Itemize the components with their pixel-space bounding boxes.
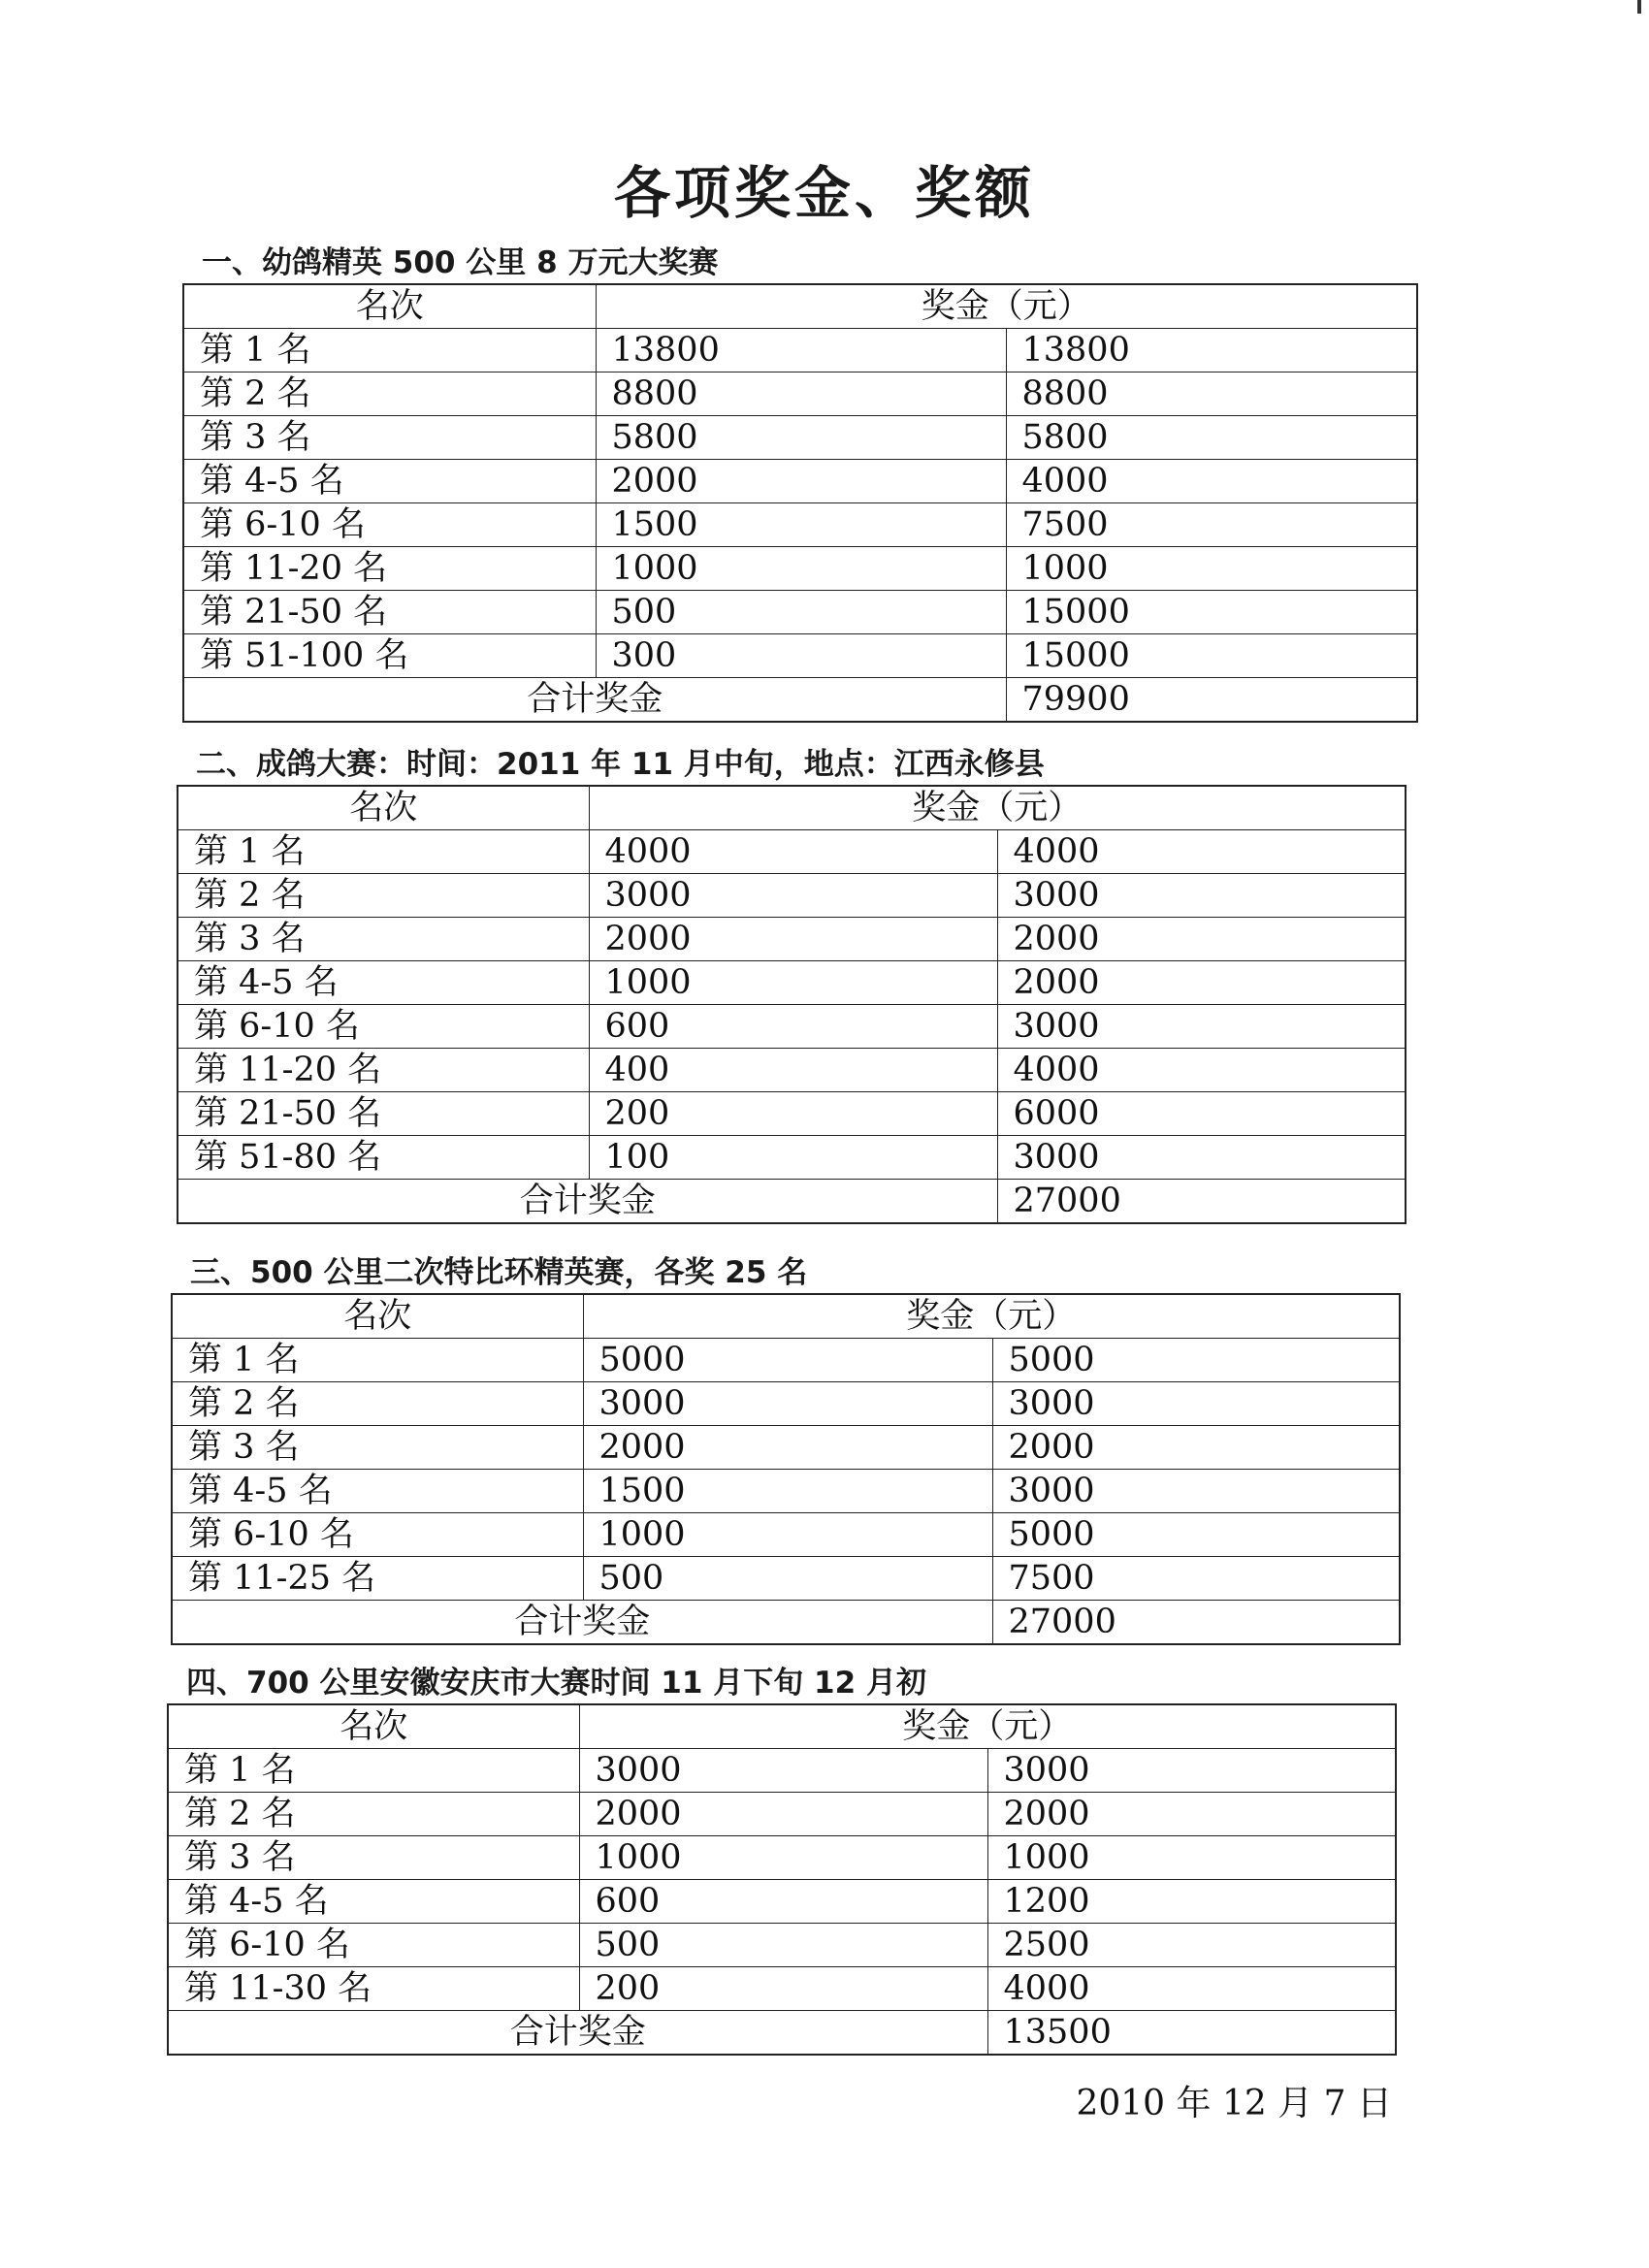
subtotal-prize-cell: 4000: [997, 1049, 1406, 1092]
section-heading: 四、700 公里安徽安庆市大赛时间 11 月下旬 12 月初: [186, 1666, 926, 1701]
prize-table: [182, 283, 1418, 723]
table-row: [168, 1967, 1396, 2011]
table-row: [178, 874, 1406, 918]
subtotal-prize-cell: 5000: [992, 1513, 1400, 1557]
subtotal-prize-cell: 3000: [987, 1749, 1396, 1793]
table-row: [178, 961, 1406, 1005]
table-row: [168, 1793, 1396, 1836]
rank-cell: 第 4-5 名: [178, 961, 589, 1005]
section-heading: 三、500 公里二次特比环精英赛，各奖 25 名: [190, 1255, 808, 1290]
subtotal-prize-cell: 5800: [1006, 416, 1417, 460]
table-row: [178, 1005, 1406, 1049]
unit-prize-cell: 3000: [583, 1382, 992, 1426]
subtotal-prize-cell: 3000: [992, 1470, 1400, 1513]
rank-cell: 第 2 名: [172, 1382, 583, 1426]
subtotal-prize-cell: 4000: [1006, 460, 1417, 503]
prize-section-1: [182, 243, 1416, 723]
unit-prize-cell: 300: [596, 634, 1006, 678]
unit-prize-cell: 4000: [589, 830, 997, 874]
unit-prize-cell: 2000: [579, 1793, 987, 1836]
table-row: [172, 1426, 1400, 1470]
column-header-prize: 奖金（元）: [579, 1704, 1396, 1749]
rank-cell: 第 3 名: [172, 1426, 583, 1470]
total-row: [183, 678, 1417, 723]
rank-cell: 第 3 名: [168, 1836, 579, 1880]
table-row: [183, 460, 1417, 503]
table-row: [168, 1924, 1396, 1967]
column-header-prize: 奖金（元）: [596, 284, 1417, 329]
column-header-rank: 名次: [168, 1704, 579, 1749]
subtotal-prize-cell: 7500: [1006, 503, 1417, 547]
rank-cell: 第 4-5 名: [183, 460, 596, 503]
table-row: [172, 1557, 1400, 1601]
unit-prize-cell: 2000: [589, 918, 997, 961]
subtotal-prize-cell: 3000: [992, 1382, 1400, 1426]
scan-edge-mark: [1637, 0, 1641, 14]
unit-prize-cell: 100: [589, 1136, 997, 1180]
subtotal-prize-cell: 2000: [987, 1793, 1396, 1836]
column-header-rank: 名次: [178, 786, 589, 830]
column-header-rank: 名次: [183, 284, 596, 329]
unit-prize-cell: 5800: [596, 416, 1006, 460]
prize-section-3: [171, 1252, 1399, 1645]
table-row: [183, 547, 1417, 591]
unit-prize-cell: 8800: [596, 373, 1006, 416]
rank-cell: 第 3 名: [178, 918, 589, 961]
rank-cell: 第 4-5 名: [172, 1470, 583, 1513]
subtotal-prize-cell: 5000: [992, 1339, 1400, 1382]
rank-cell: 第 2 名: [178, 874, 589, 918]
rank-cell: 第 2 名: [168, 1793, 579, 1836]
page-title: 各项奖金、奖额: [613, 160, 1035, 226]
table-row: [183, 591, 1417, 634]
subtotal-prize-cell: 13800: [1006, 329, 1417, 373]
table-row: [183, 416, 1417, 460]
subtotal-prize-cell: 15000: [1006, 591, 1417, 634]
rank-cell: 第 21-50 名: [183, 591, 596, 634]
unit-prize-cell: 600: [589, 1005, 997, 1049]
unit-prize-cell: 3000: [589, 874, 997, 918]
rank-cell: 第 21-50 名: [178, 1092, 589, 1136]
table-row: [168, 1880, 1396, 1924]
prize-table: [177, 785, 1406, 1224]
rank-cell: 第 4-5 名: [168, 1880, 579, 1924]
table-header-row: [172, 1294, 1400, 1339]
rank-cell: 第 11-25 名: [172, 1557, 583, 1601]
document-date: 2010 年 12 月 7 日: [1076, 2084, 1392, 2123]
table-row: [172, 1470, 1400, 1513]
total-label: 合计奖金: [172, 1601, 992, 1645]
column-header-prize: 奖金（元）: [583, 1294, 1400, 1339]
section-heading: 二、成鸽大赛：时间：2011 年 11 月中旬，地点：江西永修县: [196, 747, 1045, 782]
table-row: [178, 1049, 1406, 1092]
table-row: [168, 1749, 1396, 1793]
table-row: [178, 1092, 1406, 1136]
rank-cell: 第 3 名: [183, 416, 596, 460]
rank-cell: 第 1 名: [183, 329, 596, 373]
section-heading: 一、幼鸽精英 500 公里 8 万元大奖赛: [202, 245, 719, 280]
rank-cell: 第 6-10 名: [183, 503, 596, 547]
subtotal-prize-cell: 4000: [997, 830, 1406, 874]
table-row: [183, 329, 1417, 373]
subtotal-prize-cell: 2000: [997, 961, 1406, 1005]
unit-prize-cell: 1000: [579, 1836, 987, 1880]
unit-prize-cell: 3000: [579, 1749, 987, 1793]
table-row: [172, 1339, 1400, 1382]
subtotal-prize-cell: 3000: [997, 1136, 1406, 1180]
rank-cell: 第 1 名: [178, 830, 589, 874]
total-row: [178, 1180, 1406, 1224]
subtotal-prize-cell: 1000: [987, 1836, 1396, 1880]
unit-prize-cell: 200: [579, 1967, 987, 2011]
subtotal-prize-cell: 2000: [992, 1426, 1400, 1470]
unit-prize-cell: 1000: [583, 1513, 992, 1557]
rank-cell: 第 51-100 名: [183, 634, 596, 678]
total-label: 合计奖金: [183, 678, 1006, 723]
total-value: 27000: [997, 1180, 1406, 1224]
rank-cell: 第 6-10 名: [178, 1005, 589, 1049]
total-value: 27000: [992, 1601, 1400, 1645]
table-row: [183, 634, 1417, 678]
unit-prize-cell: 2000: [596, 460, 1006, 503]
total-label: 合计奖金: [168, 2011, 987, 2056]
unit-prize-cell: 13800: [596, 329, 1006, 373]
rank-cell: 第 1 名: [172, 1339, 583, 1382]
table-row: [183, 373, 1417, 416]
subtotal-prize-cell: 8800: [1006, 373, 1417, 416]
subtotal-prize-cell: 1200: [987, 1880, 1396, 1924]
subtotal-prize-cell: 2500: [987, 1924, 1396, 1967]
prize-section-4: [167, 1663, 1395, 2056]
column-header-prize: 奖金（元）: [589, 786, 1406, 830]
rank-cell: 第 11-20 名: [178, 1049, 589, 1092]
unit-prize-cell: 500: [596, 591, 1006, 634]
subtotal-prize-cell: 15000: [1006, 634, 1417, 678]
unit-prize-cell: 2000: [583, 1426, 992, 1470]
table-header-row: [178, 786, 1406, 830]
table-row: [183, 503, 1417, 547]
table-row: [172, 1382, 1400, 1426]
subtotal-prize-cell: 1000: [1006, 547, 1417, 591]
subtotal-prize-cell: 3000: [997, 1005, 1406, 1049]
total-value: 13500: [987, 2011, 1396, 2056]
unit-prize-cell: 400: [589, 1049, 997, 1092]
subtotal-prize-cell: 7500: [992, 1557, 1400, 1601]
table-row: [172, 1513, 1400, 1557]
prize-table: [171, 1293, 1401, 1645]
unit-prize-cell: 1000: [589, 961, 997, 1005]
table-header-row: [168, 1704, 1396, 1749]
rank-cell: 第 11-30 名: [168, 1967, 579, 2011]
unit-prize-cell: 600: [579, 1880, 987, 1924]
unit-prize-cell: 1000: [596, 547, 1006, 591]
table-row: [178, 830, 1406, 874]
rank-cell: 第 6-10 名: [168, 1924, 579, 1967]
unit-prize-cell: 5000: [583, 1339, 992, 1382]
subtotal-prize-cell: 3000: [997, 874, 1406, 918]
total-row: [172, 1601, 1400, 1645]
prize-section-2: [177, 744, 1405, 1224]
unit-prize-cell: 500: [579, 1924, 987, 1967]
column-header-rank: 名次: [172, 1294, 583, 1339]
unit-prize-cell: 200: [589, 1092, 997, 1136]
rank-cell: 第 51-80 名: [178, 1136, 589, 1180]
unit-prize-cell: 1500: [596, 503, 1006, 547]
table-row: [178, 918, 1406, 961]
table-row: [178, 1136, 1406, 1180]
table-header-row: [183, 284, 1417, 329]
subtotal-prize-cell: 4000: [987, 1967, 1396, 2011]
rank-cell: 第 11-20 名: [183, 547, 596, 591]
subtotal-prize-cell: 2000: [997, 918, 1406, 961]
rank-cell: 第 6-10 名: [172, 1513, 583, 1557]
prize-table: [167, 1703, 1397, 2056]
rank-cell: 第 1 名: [168, 1749, 579, 1793]
rank-cell: 第 2 名: [183, 373, 596, 416]
total-value: 79900: [1006, 678, 1417, 723]
unit-prize-cell: 1500: [583, 1470, 992, 1513]
subtotal-prize-cell: 6000: [997, 1092, 1406, 1136]
table-row: [168, 1836, 1396, 1880]
total-label: 合计奖金: [178, 1180, 997, 1224]
unit-prize-cell: 500: [583, 1557, 992, 1601]
total-row: [168, 2011, 1396, 2056]
